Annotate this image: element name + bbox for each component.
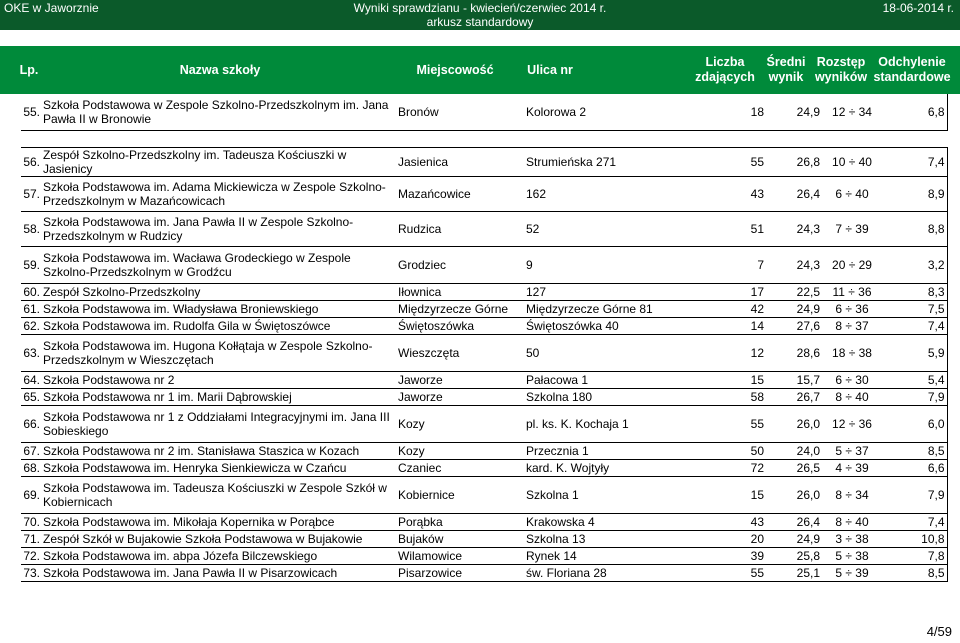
row-count: 12 — [704, 335, 766, 372]
col-srednia: Średni wynik — [766, 55, 806, 84]
row-count: 18 — [704, 94, 766, 131]
row-locality: Rudzica — [396, 212, 524, 247]
header-org: OKE w Jaworznie — [4, 1, 99, 15]
row-stddev: 8,9 — [882, 177, 947, 212]
row-range: 11 ÷ 36 — [822, 284, 882, 301]
row-lp: 58. — [21, 212, 41, 247]
spacer-cell — [21, 131, 947, 148]
header-title — [0, 1, 960, 29]
row-range: 8 ÷ 40 — [822, 514, 882, 531]
row-locality: Bujaków — [396, 531, 524, 548]
row-lp: 62. — [21, 318, 41, 335]
row-street: Kolorowa 2 — [524, 94, 704, 131]
row-count: 58 — [704, 389, 766, 406]
row-stddev: 7,4 — [882, 318, 947, 335]
row-school-name: Szkoła Podstawowa nr 2 — [41, 372, 396, 389]
row-street: Szkolna 13 — [524, 531, 704, 548]
row-street: kard. K. Wojtyły — [524, 460, 704, 477]
row-school-name: Szkoła Podstawowa im. Mikołaja Kopernika w Porąbce — [41, 514, 396, 531]
row-lp: 67. — [21, 443, 41, 460]
row-mean: 26,8 — [766, 148, 822, 177]
row-range: 4 ÷ 39 — [822, 460, 882, 477]
row-stddev: 5,4 — [882, 372, 947, 389]
row-stddev: 7,9 — [882, 477, 947, 514]
row-stddev: 6,0 — [882, 406, 947, 443]
row-locality: Jaworze — [396, 372, 524, 389]
row-locality: Wieszczęta — [396, 335, 524, 372]
row-mean: 22,5 — [766, 284, 822, 301]
row-mean: 24,9 — [766, 301, 822, 318]
row-locality: Mazańcowice — [396, 177, 524, 212]
row-range: 10 ÷ 40 — [822, 148, 882, 177]
table-row — [21, 318, 947, 335]
row-school-name: Szkoła Podstawowa im. Jana Pawła II w Zespole Szkolno-Przedszkolnym w Rudzicy — [41, 212, 396, 247]
row-count: 39 — [704, 548, 766, 565]
row-count: 43 — [704, 514, 766, 531]
row-school-name: Szkoła Podstawowa im. Adama Mickiewicza w Zespole Szkolno-Przedszkolnym w Mazańcowicach — [41, 177, 396, 212]
row-locality: Kozy — [396, 443, 524, 460]
row-mean: 26,0 — [766, 477, 822, 514]
row-count: 50 — [704, 443, 766, 460]
results-table — [21, 94, 948, 582]
row-lp: 61. — [21, 301, 41, 318]
row-lp: 64. — [21, 372, 41, 389]
row-street: 50 — [524, 335, 704, 372]
row-lp: 55. — [21, 94, 41, 131]
row-stddev: 7,9 — [882, 389, 947, 406]
table-row — [21, 335, 947, 372]
row-mean: 26,4 — [766, 514, 822, 531]
row-mean: 24,9 — [766, 94, 822, 131]
row-mean: 26,0 — [766, 406, 822, 443]
row-mean: 15,7 — [766, 372, 822, 389]
header-date: 18-06-2014 r. — [882, 1, 954, 15]
row-street: św. Floriana 28 — [524, 565, 704, 582]
row-mean: 26,5 — [766, 460, 822, 477]
row-street: Szkolna 1 — [524, 477, 704, 514]
row-count: 51 — [704, 212, 766, 247]
row-stddev: 6,8 — [882, 94, 947, 131]
row-lp: 66. — [21, 406, 41, 443]
row-school-name: Zespół Szkolno-Przedszkolny im. Tadeusza Kościuszki w Jasienicy — [41, 148, 396, 177]
table-row — [21, 247, 947, 284]
report-header-bar — [0, 0, 960, 30]
row-range: 12 ÷ 34 — [822, 94, 882, 131]
row-school-name: Szkoła Podstawowa im. Rudolfa Gila w Świętoszówce — [41, 318, 396, 335]
row-locality: Kobiernice — [396, 477, 524, 514]
row-stddev: 8,5 — [882, 443, 947, 460]
row-stddev: 7,4 — [882, 148, 947, 177]
table-row — [21, 372, 947, 389]
table-row — [21, 406, 947, 443]
row-mean: 25,8 — [766, 548, 822, 565]
table-header — [0, 46, 960, 94]
table-row — [21, 531, 947, 548]
table-row — [21, 565, 947, 582]
row-locality: Bronów — [396, 94, 524, 131]
row-locality: Jasienica — [396, 148, 524, 177]
row-locality: Kozy — [396, 406, 524, 443]
row-mean: 24,0 — [766, 443, 822, 460]
row-street: Pałacowa 1 — [524, 372, 704, 389]
row-count: 55 — [704, 406, 766, 443]
row-school-name: Szkoła Podstawowa nr 2 im. Stanisława Staszica w Kozach — [41, 443, 396, 460]
table-row — [21, 514, 947, 531]
row-range: 12 ÷ 36 — [822, 406, 882, 443]
row-school-name: Szkoła Podstawowa nr 1 im. Marii Dąbrowskiej — [41, 389, 396, 406]
row-mean: 24,3 — [766, 212, 822, 247]
col-nazwa: Nazwa szkoły — [179, 62, 261, 77]
row-count: 15 — [704, 477, 766, 514]
row-lp: 57. — [21, 177, 41, 212]
row-lp: 60. — [21, 284, 41, 301]
row-count: 72 — [704, 460, 766, 477]
row-street: Strumieńska 271 — [524, 148, 704, 177]
row-street: Międzyrzecze Górne 81 — [524, 301, 704, 318]
row-stddev: 10,8 — [882, 531, 947, 548]
row-lp: 59. — [21, 247, 41, 284]
row-mean: 25,1 — [766, 565, 822, 582]
table-row — [21, 443, 947, 460]
row-street: pl. ks. K. Kochaja 1 — [524, 406, 704, 443]
row-street: 127 — [524, 284, 704, 301]
col-lp: Lp. — [19, 62, 39, 77]
row-mean: 28,6 — [766, 335, 822, 372]
row-range: 18 ÷ 38 — [822, 335, 882, 372]
row-lp: 56. — [21, 148, 41, 177]
row-locality: Porąbka — [396, 514, 524, 531]
row-locality: Czaniec — [396, 460, 524, 477]
row-school-name: Zespół Szkół w Bujakowie Szkoła Podstawowa w Bujakowie — [41, 531, 396, 548]
row-school-name: Szkoła Podstawowa im. Jana Pawła II w Pisarzowicach — [41, 565, 396, 582]
row-range: 8 ÷ 40 — [822, 389, 882, 406]
row-school-name: Szkoła Podstawowa nr 1 z Oddziałami Integracyjnymi im. Jana III Sobieskiego — [41, 406, 396, 443]
row-school-name: Szkoła Podstawowa im. abpa Józefa Bilczewskiego — [41, 548, 396, 565]
row-range: 6 ÷ 40 — [822, 177, 882, 212]
table-row — [21, 212, 947, 247]
row-locality: Jaworze — [396, 389, 524, 406]
row-stddev: 8,3 — [882, 284, 947, 301]
row-mean: 26,4 — [766, 177, 822, 212]
row-street: Świętoszówka 40 — [524, 318, 704, 335]
row-school-name: Szkoła Podstawowa im. Hugona Kołłątaja w Zespole Szkolno-Przedszkolnym w Wieszczętach — [41, 335, 396, 372]
row-stddev: 8,5 — [882, 565, 947, 582]
row-locality: Wilamowice — [396, 548, 524, 565]
row-range: 6 ÷ 30 — [822, 372, 882, 389]
row-lp: 63. — [21, 335, 41, 372]
row-count: 17 — [704, 284, 766, 301]
row-lp: 65. — [21, 389, 41, 406]
row-count: 42 — [704, 301, 766, 318]
header-title-line2: arkusz standardowy — [426, 15, 534, 29]
row-school-name: Zespół Szkolno-Przedszkolny — [41, 284, 396, 301]
table-row — [21, 177, 947, 212]
page-number: 4/59 — [926, 624, 952, 639]
row-lp: 73. — [21, 565, 41, 582]
col-rozstep: Rozstęp wyników — [814, 55, 868, 84]
row-range: 8 ÷ 37 — [822, 318, 882, 335]
row-locality: Grodziec — [396, 247, 524, 284]
row-school-name: Szkoła Podstawowa im. Władysława Broniewskiego — [41, 301, 396, 318]
row-school-name: Szkoła Podstawowa im. Wacława Grodeckiego w Zespole Szkolno-Przedszkolnym w Grodźcu — [41, 247, 396, 284]
row-street: Rynek 14 — [524, 548, 704, 565]
row-locality: Pisarzowice — [396, 565, 524, 582]
col-liczba: Liczba zdających — [695, 55, 755, 84]
table-row — [21, 301, 947, 318]
row-range: 5 ÷ 39 — [822, 565, 882, 582]
row-locality: Międzyrzecze Górne — [396, 301, 524, 318]
row-lp: 68. — [21, 460, 41, 477]
row-stddev: 6,6 — [882, 460, 947, 477]
row-count: 20 — [704, 531, 766, 548]
table-row — [21, 284, 947, 301]
row-count: 7 — [704, 247, 766, 284]
row-range: 5 ÷ 38 — [822, 548, 882, 565]
header-title-line1: Wyniki sprawdzianu - kwiecień/czerwiec 2014 r. — [353, 1, 607, 15]
row-stddev: 5,9 — [882, 335, 947, 372]
row-locality: Iłownica — [396, 284, 524, 301]
row-locality: Świętoszówka — [396, 318, 524, 335]
row-mean: 24,9 — [766, 531, 822, 548]
row-range: 8 ÷ 34 — [822, 477, 882, 514]
row-stddev: 3,2 — [882, 247, 947, 284]
table-row — [21, 460, 947, 477]
table-row — [21, 389, 947, 406]
row-range: 3 ÷ 38 — [822, 531, 882, 548]
row-street: Krakowska 4 — [524, 514, 704, 531]
col-ulica: Ulica nr — [527, 62, 573, 77]
row-street: 52 — [524, 212, 704, 247]
row-street: Przecznia 1 — [524, 443, 704, 460]
row-count: 14 — [704, 318, 766, 335]
row-count: 15 — [704, 372, 766, 389]
row-stddev: 7,4 — [882, 514, 947, 531]
spacer-row — [21, 131, 947, 148]
row-school-name: Szkoła Podstawowa im. Tadeusza Kościuszki w Zespole Szkół w Kobiernicach — [41, 477, 396, 514]
table-row — [21, 548, 947, 565]
table-row — [21, 477, 947, 514]
row-lp: 70. — [21, 514, 41, 531]
row-stddev: 7,8 — [882, 548, 947, 565]
col-miejscowosc: Miejscowość — [416, 62, 494, 77]
row-mean: 27,6 — [766, 318, 822, 335]
row-mean: 24,3 — [766, 247, 822, 284]
row-count: 55 — [704, 565, 766, 582]
row-lp: 69. — [21, 477, 41, 514]
row-lp: 72. — [21, 548, 41, 565]
row-school-name: Szkoła Podstawowa im. Henryka Sienkiewicza w Czańcu — [41, 460, 396, 477]
row-range: 6 ÷ 36 — [822, 301, 882, 318]
row-range: 20 ÷ 29 — [822, 247, 882, 284]
row-stddev: 8,8 — [882, 212, 947, 247]
row-count: 43 — [704, 177, 766, 212]
table-row — [21, 94, 947, 131]
row-range: 5 ÷ 37 — [822, 443, 882, 460]
row-lp: 71. — [21, 531, 41, 548]
row-school-name: Szkoła Podstawowa w Zespole Szkolno-Przedszkolnym im. Jana Pawła II w Bronowie — [41, 94, 396, 131]
row-street: 162 — [524, 177, 704, 212]
col-odchylenie: Odchylenie standardowe — [873, 55, 951, 84]
table-row — [21, 148, 947, 177]
row-stddev: 7,5 — [882, 301, 947, 318]
row-street: 9 — [524, 247, 704, 284]
row-count: 55 — [704, 148, 766, 177]
row-mean: 26,7 — [766, 389, 822, 406]
row-street: Szkolna 180 — [524, 389, 704, 406]
row-range: 7 ÷ 39 — [822, 212, 882, 247]
